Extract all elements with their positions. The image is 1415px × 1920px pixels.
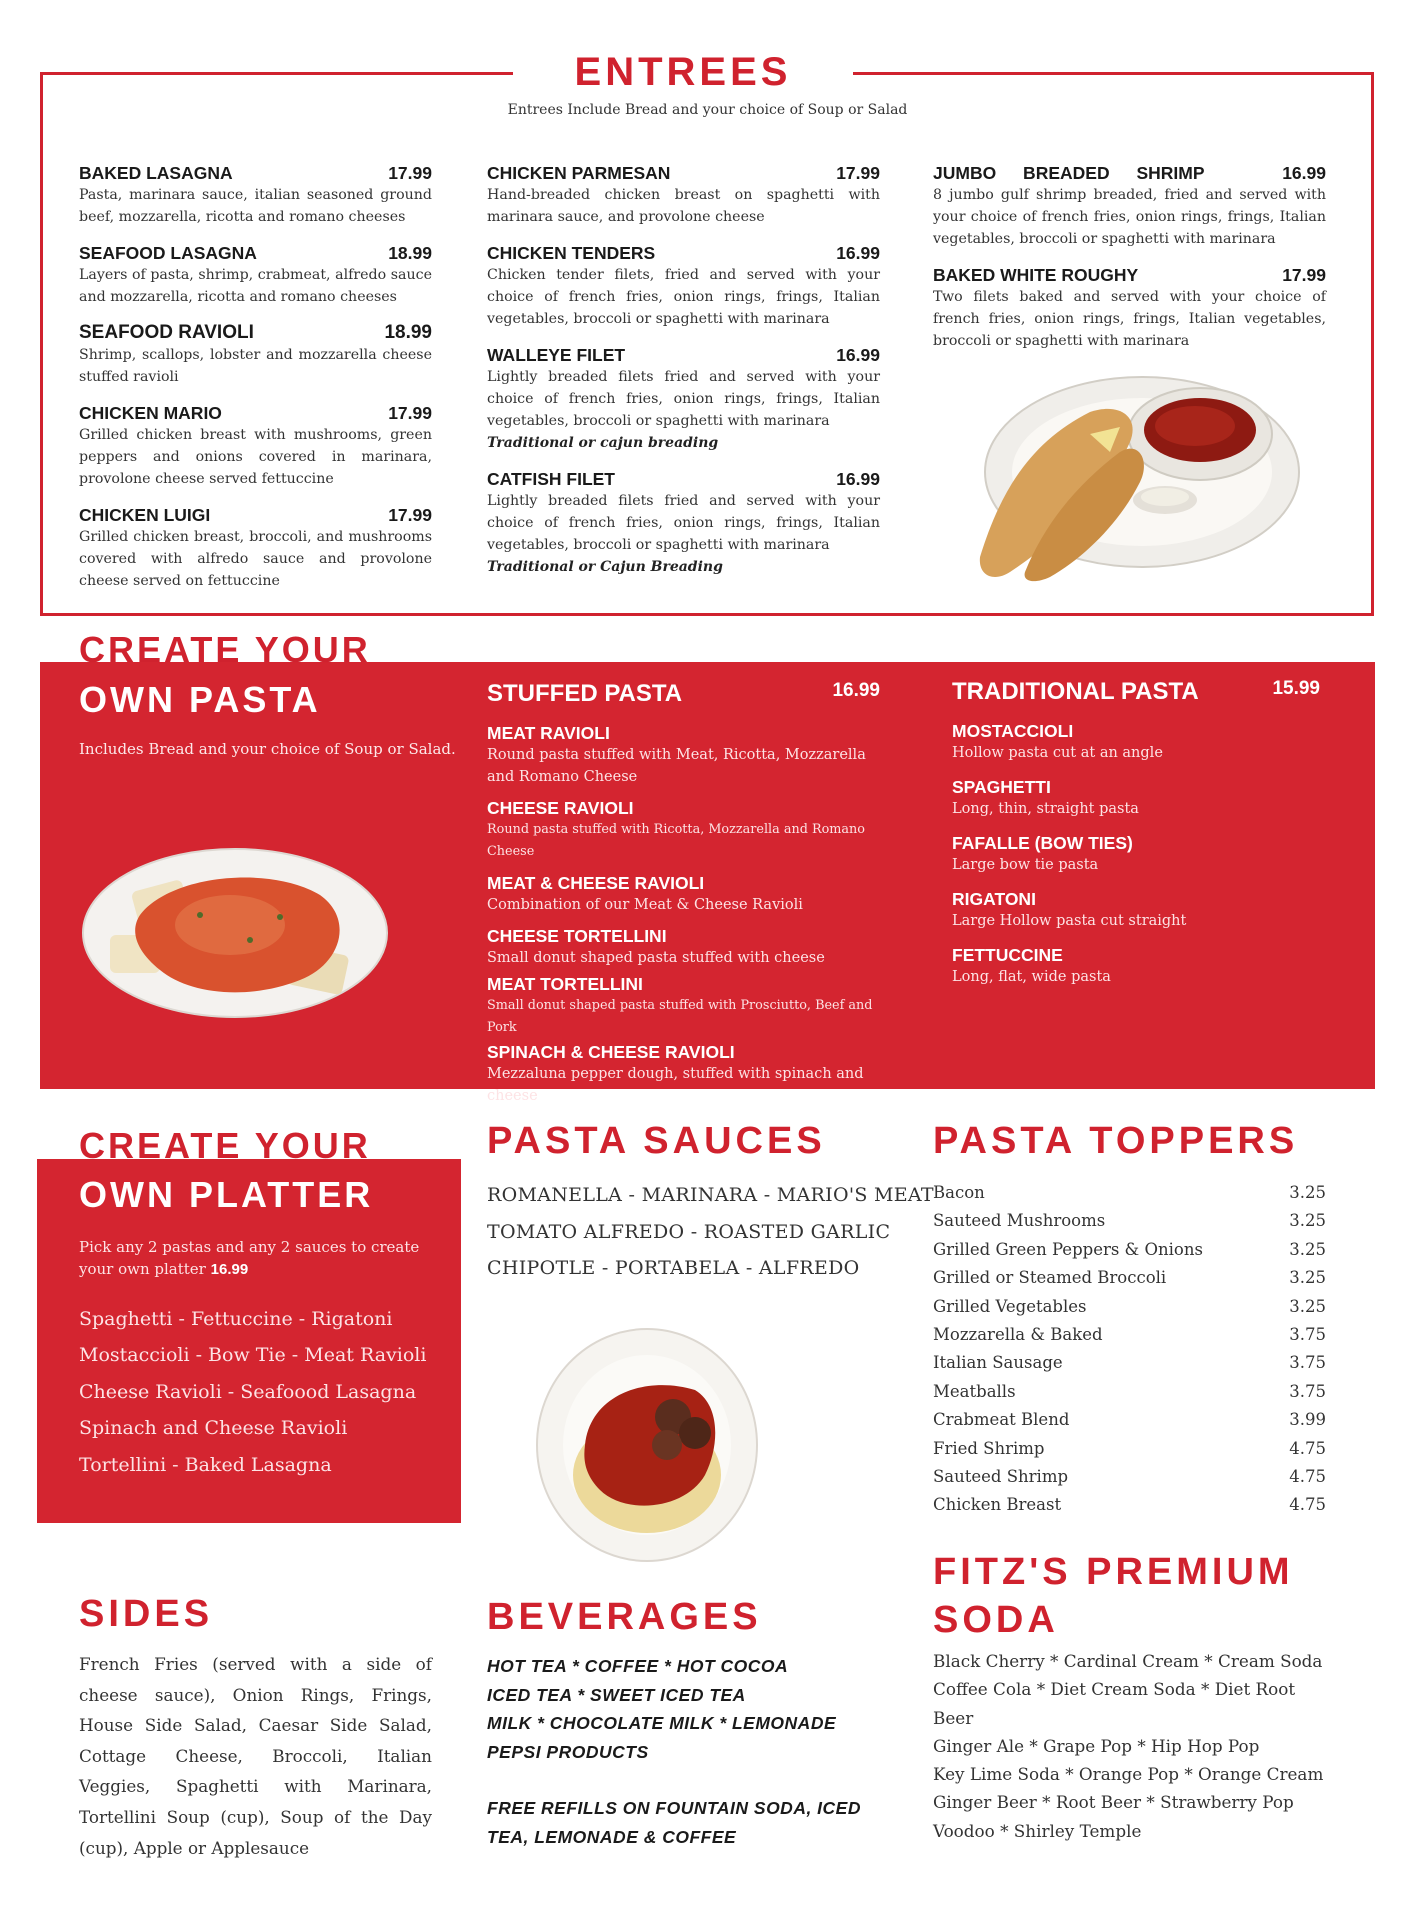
topper-row	[933, 1236, 1326, 1264]
pasta-item-name: MOSTACCIOLI	[952, 721, 1074, 741]
pasta-toppers-list	[933, 1179, 1326, 1520]
topper-row	[933, 1406, 1326, 1434]
pasta-item-desc: Hollow pasta cut at an angle	[952, 745, 1163, 761]
topper-price: 4.75	[1289, 1495, 1326, 1515]
item-price: 17.99	[388, 163, 432, 183]
pasta-item	[487, 925, 880, 969]
platter-line: Mostaccioli - Bow Tie - Meat Ravioli	[79, 1344, 427, 1367]
menu-item	[79, 242, 432, 308]
topper-name: Sauteed Shrimp	[933, 1467, 1069, 1487]
topper-price: 3.25	[1289, 1183, 1326, 1202]
beverage-line: PEPSI PRODUCTS	[487, 1741, 649, 1762]
pasta-sauces-title: PASTA SAUCES	[487, 1120, 826, 1162]
soda-title-line: SODA	[933, 1599, 1059, 1641]
traditional-pasta-title: TRADITIONAL PASTA	[952, 678, 1199, 705]
menu-item	[79, 162, 432, 228]
menu-item	[933, 162, 1326, 250]
pasta-item	[487, 797, 880, 863]
pasta-item-name: FETTUCCINE	[952, 945, 1063, 965]
pasta-item	[952, 832, 1320, 876]
topper-price: 4.75	[1289, 1438, 1326, 1458]
item-price: 17.99	[388, 403, 432, 423]
pasta-item-desc: Small donut shaped pasta stuffed with cheese	[487, 950, 825, 966]
topper-row	[933, 1378, 1326, 1406]
item-note: Traditional or Cajun Breading	[487, 559, 723, 575]
platter-line: Spaghetti - Fettuccine - Rigatoni	[79, 1308, 393, 1330]
item-price: 18.99	[384, 322, 432, 343]
entrees-title-wrap	[513, 44, 853, 100]
pasta-item	[952, 944, 1320, 988]
pasta-item-desc: Round pasta stuffed with Ricotta, Mozzarella and Romano Cheese	[487, 822, 866, 859]
topper-price: 3.25	[1289, 1296, 1326, 1316]
platter-options	[79, 1301, 426, 1483]
sauce-line: CHIPOTLE - PORTABELA - ALFREDO	[487, 1257, 860, 1279]
topper-row	[933, 1179, 1326, 1207]
topper-row	[933, 1293, 1326, 1321]
pasta-item	[952, 776, 1320, 820]
item-name: SEAFOOD LASAGNA	[79, 243, 257, 263]
beverage-line: HOT TEA * COFFEE * HOT COCOA	[487, 1656, 789, 1676]
topper-name: Grilled Vegetables	[933, 1296, 1087, 1316]
topper-row	[933, 1349, 1326, 1377]
pasta-item-name: SPINACH & CHEESE RAVIOLI	[487, 1042, 735, 1062]
pasta-item-name: RIGATONI	[952, 889, 1036, 909]
topper-row	[933, 1207, 1326, 1235]
pasta-item-desc: Round pasta stuffed with Meat, Ricotta, Mozzarella and Romano Cheese	[487, 747, 866, 785]
item-price: 17.99	[1282, 265, 1326, 285]
pasta-item	[487, 973, 880, 1039]
pasta-item-desc: Combination of our Meat & Cheese Ravioli	[487, 897, 803, 913]
pasta-item-name: CHEESE RAVIOLI	[487, 798, 634, 818]
item-name: CHICKEN LUIGI	[79, 505, 211, 525]
topper-price: 3.99	[1289, 1410, 1326, 1430]
soda-line: Key Lime Soda * Orange Pop * Orange Cream	[933, 1764, 1324, 1785]
stuffed-pasta-title: STUFFED PASTA	[487, 680, 683, 707]
platter-desc-text: Pick any 2 pastas and any 2 sauces to create your own platter	[79, 1238, 420, 1278]
item-description: Grilled chicken breast, broccoli, and mushrooms covered with alfredo sauce and provolone cheese served on fettuccine	[79, 529, 432, 589]
menu-item	[487, 468, 880, 578]
pasta-sauces-list	[487, 1177, 934, 1287]
entrees-title: ENTREES	[574, 50, 792, 94]
pasta-item	[487, 872, 880, 916]
pasta-item-desc: Small donut shaped pasta stuffed with Prosciutto, Beef and Pork	[487, 998, 873, 1035]
item-price: 18.99	[388, 243, 432, 263]
platter-line: Tortellini - Baked Lasagna	[79, 1453, 332, 1476]
topper-name: Grilled or Steamed Broccoli	[933, 1268, 1167, 1288]
item-price: 17.99	[388, 505, 432, 525]
create-pasta-subtitle: Includes Bread and your choice of Soup or Salad.	[79, 740, 456, 758]
topper-name: Crabmeat Blend	[933, 1410, 1070, 1430]
menu-item	[933, 264, 1326, 352]
platter-description	[79, 1236, 439, 1281]
topper-price: 3.25	[1289, 1211, 1326, 1231]
item-description: Hand-breaded chicken breast on spaghetti with marinara sauce, and provolone cheese	[487, 187, 880, 225]
sides-title: SIDES	[79, 1593, 214, 1635]
item-note: Traditional or cajun breading	[487, 435, 719, 451]
topper-row	[933, 1264, 1326, 1292]
topper-name: Chicken Breast	[933, 1495, 1062, 1515]
menu-item	[79, 322, 432, 388]
menu-item	[79, 504, 432, 592]
premium-soda-title	[933, 1548, 1294, 1644]
topper-name: Italian Sausage	[933, 1353, 1063, 1373]
sauce-line: ROMANELLA - MARINARA - MARIO'S MEAT	[487, 1184, 934, 1206]
beverages-list	[487, 1652, 887, 1851]
spaghetti-plate-photo	[535, 1325, 760, 1565]
topper-row	[933, 1321, 1326, 1349]
item-price: 16.99	[1282, 163, 1326, 183]
topper-name: Grilled Green Peppers & Onions	[933, 1239, 1203, 1259]
pasta-item-desc: Large bow tie pasta	[952, 857, 1099, 873]
pasta-item-desc: Long, thin, straight pasta	[952, 801, 1139, 817]
item-name: CATFISH FILET	[487, 469, 615, 489]
pasta-item-name: FAFALLE (BOW TIES)	[952, 833, 1133, 853]
menu-item	[79, 402, 432, 490]
topper-name: Bacon	[933, 1183, 985, 1202]
beverages-title: BEVERAGES	[487, 1596, 762, 1638]
item-name: CHICKEN TENDERS	[487, 243, 656, 263]
pasta-item	[487, 1041, 880, 1107]
item-description: 8 jumbo gulf shrimp breaded, fried and served with your choice of french fries, onion rings, frings, Italian vegetables, broccoli or spaghetti with marinara	[933, 187, 1326, 247]
pasta-item-name: MEAT TORTELLINI	[487, 974, 643, 994]
topper-row	[933, 1435, 1326, 1463]
pasta-item-name: CHEESE TORTELLINI	[487, 926, 667, 946]
sauce-line: TOMATO ALFREDO - ROASTED GARLIC	[487, 1220, 891, 1243]
item-name: CHICKEN MARIO	[79, 403, 222, 423]
entrees-column-1	[79, 162, 432, 606]
menu-item	[487, 344, 880, 454]
item-price: 16.99	[836, 243, 880, 263]
traditional-pasta-section	[952, 678, 1320, 988]
item-name: JUMBO BREADED SHRIMP	[933, 163, 1205, 183]
topper-name: Sauteed Mushrooms	[933, 1211, 1106, 1231]
menu-item	[487, 242, 880, 330]
soda-line: Coffee Cola * Diet Cream Soda * Diet Root Beer	[933, 1679, 1296, 1728]
item-description: Two filets baked and served with your choice of french fries, onion rings, frings, Italian vegetables, broccoli or spaghetti with marinara	[933, 289, 1326, 349]
pasta-item-name: MEAT & CHEESE RAVIOLI	[487, 873, 705, 893]
platter-line: Spinach and Cheese Ravioli	[79, 1417, 348, 1440]
pasta-toppers-title: PASTA TOPPERS	[933, 1120, 1299, 1162]
item-price: 17.99	[836, 163, 880, 183]
create-pasta-title-top: CREATE YOUR	[79, 629, 371, 670]
item-name: SEAFOOD RAVIOLI	[79, 322, 254, 343]
topper-price: 3.25	[1289, 1239, 1326, 1259]
topper-price: 4.75	[1289, 1467, 1326, 1487]
soda-line: Ginger Ale * Grape Pop * Hip Hop Pop	[933, 1735, 1260, 1756]
entrees-column-2	[487, 162, 880, 592]
item-name: BAKED WHITE ROUGHY	[933, 265, 1139, 285]
create-platter-title-top: CREATE YOUR	[79, 1125, 371, 1166]
item-price: 16.99	[836, 345, 880, 365]
pasta-item	[952, 888, 1320, 932]
topper-name: Fried Shrimp	[933, 1438, 1045, 1458]
item-name: WALLEYE FILET	[487, 345, 626, 365]
pasta-item-name: SPAGHETTI	[952, 777, 1051, 797]
soda-line: Ginger Beer * Root Beer * Strawberry Pop	[933, 1792, 1294, 1813]
topper-row	[933, 1463, 1326, 1491]
ravioli-plate-photo	[80, 845, 390, 1020]
item-description: Grilled chicken breast with mushrooms, green peppers and onions covered in marinara, provolone cheese served fettuccine	[79, 427, 432, 487]
topper-name: Meatballs	[933, 1381, 1016, 1401]
soda-line: Voodoo * Shirley Temple	[933, 1820, 1142, 1841]
item-name: CHICKEN PARMESAN	[487, 163, 671, 183]
topper-row	[933, 1491, 1326, 1519]
item-description: Lightly breaded filets fried and served with your choice of french fries, onion rings, frings, Italian vegetables, broccoli or spaghetti with marinara	[487, 493, 880, 553]
item-description: Chicken tender filets, fried and served with your choice of french fries, onion rings, frings, Italian vegetables, broccoli or spaghetti with marinara	[487, 267, 880, 327]
platter-price: 16.99	[210, 1261, 249, 1278]
item-description: Lightly breaded filets fried and served with your choice of french fries, onion rings, frings, Italian vegetables, broccoli or spaghetti with marinara	[487, 369, 880, 429]
pasta-item-desc: Large Hollow pasta cut straight	[952, 913, 1187, 929]
entrees-column-3	[933, 162, 1326, 366]
item-name: BAKED LASAGNA	[79, 163, 233, 183]
fish-plate-photo	[970, 372, 1300, 597]
item-description: Pasta, marinara sauce, italian seasoned ground beef, mozzarella, ricotta and romano cheeses	[79, 187, 432, 225]
topper-price: 3.75	[1289, 1325, 1326, 1345]
topper-price: 3.25	[1289, 1268, 1326, 1288]
traditional-pasta-price: 15.99	[1272, 678, 1320, 699]
create-pasta-title-bottom: OWN PASTA	[79, 679, 321, 720]
refills-note: TEA, LEMONADE & COFFEE	[487, 1826, 737, 1847]
item-description: Shrimp, scallops, lobster and mozzarella cheese stuffed ravioli	[79, 347, 432, 385]
beverage-line: ICED TEA * SWEET ICED TEA	[487, 1684, 746, 1705]
stuffed-pasta-price: 16.99	[832, 680, 880, 701]
item-price: 16.99	[836, 469, 880, 489]
platter-line: Cheese Ravioli - Seafoood Lasagna	[79, 1380, 417, 1403]
pasta-item	[952, 720, 1320, 764]
topper-price: 3.75	[1289, 1381, 1326, 1401]
pasta-item-name: MEAT RAVIOLI	[487, 723, 610, 743]
create-platter-title-bottom: OWN PLATTER	[79, 1174, 374, 1215]
entrees-subtitle: Entrees Include Bread and your choice of Soup or Salad	[507, 102, 908, 118]
topper-name: Mozzarella & Baked	[933, 1325, 1103, 1345]
item-description: Layers of pasta, shrimp, crabmeat, alfredo sauce and mozzarella, ricotta and romano cheeses	[79, 267, 432, 305]
beverage-line: MILK * CHOCOLATE MILK * LEMONADE	[487, 1713, 837, 1733]
menu-item	[487, 162, 880, 228]
pasta-item-desc: Mezzaluna pepper dough, stuffed with spinach and cheese	[487, 1066, 864, 1104]
sides-text: French Fries (served with a side of cheese sauce), Onion Rings, Frings, House Side Salad, Caesar Side Salad, Cottage Cheese, Broccoli, Italian Veggies, Spaghetti with Marinara, Tortellini Soup (cup), Soup of the Day (cup), Apple or Applesauce	[79, 1654, 432, 1858]
soda-title-line: FITZ'S PREMIUM	[933, 1551, 1294, 1593]
pasta-item-desc: Long, flat, wide pasta	[952, 969, 1111, 985]
soda-line: Black Cherry * Cardinal Cream * Cream Soda	[933, 1651, 1323, 1671]
stuffed-pasta-section	[487, 680, 880, 1107]
premium-soda-list	[933, 1647, 1333, 1845]
refills-note: FREE REFILLS ON FOUNTAIN SODA, ICED	[487, 1798, 861, 1818]
topper-price: 3.75	[1289, 1353, 1326, 1373]
pasta-item	[487, 722, 880, 788]
